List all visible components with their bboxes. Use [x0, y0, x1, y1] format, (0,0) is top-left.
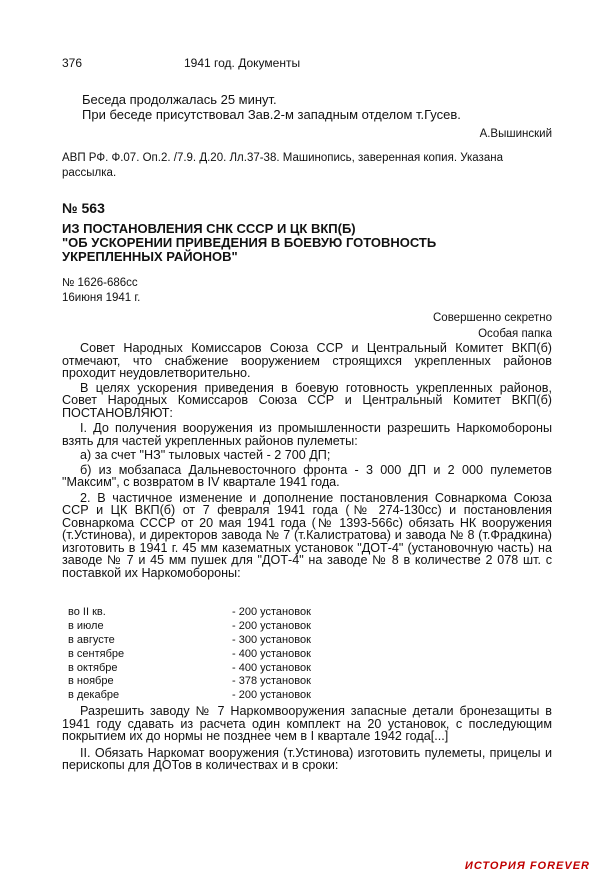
heading-line: ИЗ ПОСТАНОВЛЕНИЯ СНК СССР И ЦК ВКП(Б): [62, 221, 356, 236]
schedule-qty: - 378 установок: [232, 675, 311, 688]
paragraph: Разрешить заводу № 7 Наркомвооружения запасные детали бронезащиты в 1941 году сдавать из расчета один комплект на 20 установок, с последующим покрытием их до нормы не позднее чем в I квартале 1942 года[...]: [62, 704, 552, 743]
schedule-qty: - 200 установок: [232, 689, 311, 702]
heading-line: "ОБ УСКОРЕНИИ ПРИВЕДЕНИЯ В БОЕВУЮ ГОТОВНОСТЬ: [62, 235, 437, 250]
delivery-schedule: [68, 606, 428, 703]
paragraph: 2. В частичное изменение и дополнение постановления Совнаркома Союза ССР и ЦК ВКП(б) от 7 февраля 1941 года (№ 274-130сс) и постановления Совнаркома СССР от 20 мая 1941 года (№ 1393-566с) обязать НК вооружения (т.Устинова), и директоров завода № 7 (т.Калистратова) и завода № 8 (т.Фрадкина) изготовить в 1941 г. 45 мм казематных установок "ДОТ-4" (установочную часть) на заводе № 7 и 45 мм пушек для "ДОТ-4" на заводе № 8 в количестве 2 078 шт. с поставкой их Наркомобороны:: [62, 490, 552, 580]
schedule-month: в сентябре: [68, 647, 125, 660]
schedule-qty: - 200 установок: [232, 619, 311, 632]
paragraph: I. До получения вооружения из промышленности разрешить Наркомобороны взять для частей укрепленных районов пулеметы:: [62, 421, 552, 448]
secrecy-stamp: [62, 310, 552, 342]
schedule-row: [68, 648, 428, 662]
signature: А.Вышинский: [479, 128, 552, 140]
schedule-row: [68, 606, 428, 620]
document-number: № 563: [62, 200, 105, 216]
schedule-month: в ноябре: [68, 675, 114, 688]
page-number: 376: [62, 56, 83, 70]
running-header: [62, 56, 542, 72]
schedule-row: [68, 675, 428, 689]
archive-source: АВП РФ. Ф.07. Оп.2. /7.9. Д.20. Лл.37-38. Машинопись, заверенная копия. Указана рассылка.: [62, 152, 503, 179]
schedule-qty: - 400 установок: [232, 647, 311, 660]
paragraph: б) из мобзапаса Дальневосточного фронта - 3 000 ДП и 2 000 пулеметов "Максим", с возвратом в IV квартале 1941 года.: [62, 462, 552, 489]
paragraph: II. Обязать Наркомат вооружения (т.Устинова) изготовить пулеметы, прицелы и перископы для ДОТов в количествах и в сроки:: [62, 745, 552, 772]
intro-line: При беседе присутствовал Зав.2-м западным отделом т.Гусев.: [82, 107, 461, 122]
paragraph: Совет Народных Комиссаров Союза ССР и Центральный Комитет ВКП(б) отмечают, что снабжение вооружением строящихся укрепленных районов проходит неудовлетворительно.: [62, 341, 552, 380]
intro-line: Беседа продолжалась 25 минут.: [82, 92, 277, 107]
stamp-line: Совершенно секретно: [433, 312, 552, 324]
schedule-qty: - 200 установок: [232, 606, 311, 618]
schedule-row: [68, 689, 428, 703]
schedule-qty: - 400 установок: [232, 661, 311, 674]
paragraph: а) за счет "НЗ" тыловых частей - 2 700 ДП;: [80, 448, 331, 462]
schedule-qty: - 300 установок: [232, 633, 311, 646]
conversation-ending: [62, 92, 552, 122]
schedule-row: [68, 620, 428, 634]
schedule-month: в декабре: [68, 689, 120, 702]
document-date: 16июня 1941 г.: [62, 292, 141, 304]
schedule-row: [68, 662, 428, 676]
watermark: ИСТОРИЯ FOREVER: [464, 860, 590, 872]
document-heading: [62, 222, 552, 264]
document-body: [62, 342, 552, 581]
paragraph: В целях ускорения приведения в боевую готовность укрепленных районов, Совет Народных Комиссаров Союза ССР и Центральный Комитет ВКП(б) ПОСТАНОВЛЯЮТ:: [62, 380, 552, 420]
heading-line: УКРЕПЛЕННЫХ РАЙОНОВ": [62, 249, 238, 264]
schedule-month: в июле: [68, 619, 104, 632]
schedule-row: [68, 634, 428, 648]
stamp-line: Особая папка: [478, 328, 552, 340]
running-title: 1941 год. Документы: [184, 56, 301, 70]
document-body-continued: [62, 705, 552, 776]
registration-number: № 1626-686сс: [62, 277, 138, 289]
schedule-month: в октябре: [68, 661, 118, 674]
registration-info: [62, 276, 552, 306]
schedule-month: в августе: [68, 633, 115, 646]
schedule-month: во II кв.: [68, 606, 106, 618]
